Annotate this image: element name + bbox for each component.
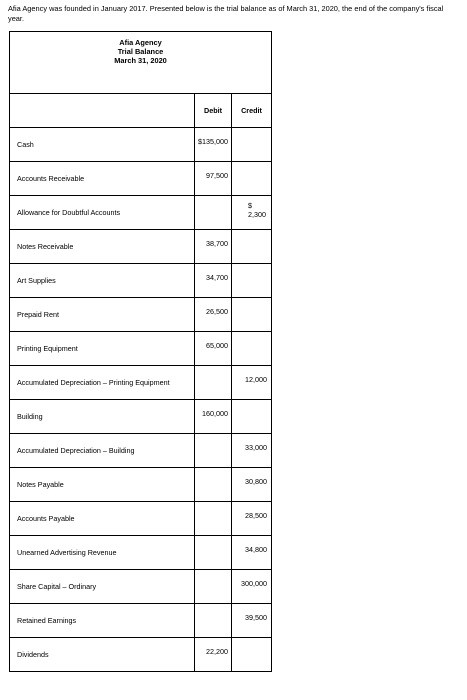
credit-amount-cell <box>232 638 272 672</box>
table-row <box>10 366 272 400</box>
account-name: Accounts Payable <box>10 502 195 536</box>
credit-amount-cell <box>232 502 272 536</box>
statement-title: Trial Balance <box>117 47 164 56</box>
debit-amount-cell <box>195 162 232 196</box>
debit-amount: 22,200 <box>206 647 228 656</box>
table-row <box>10 162 272 196</box>
debit-amount-cell <box>195 638 232 672</box>
credit-amount-cell <box>232 604 272 638</box>
account-name: Art Supplies <box>10 264 195 298</box>
credit-column-header: Credit <box>232 94 272 128</box>
debit-amount-cell <box>195 332 232 366</box>
debit-amount-cell <box>195 502 232 536</box>
table-row <box>10 570 272 604</box>
account-name: Accumulated Depreciation – Printing Equipment <box>10 366 195 400</box>
table-row <box>10 502 272 536</box>
account-name: Printing Equipment <box>10 332 195 366</box>
credit-amount: 28,500 <box>245 511 267 520</box>
intro-text: Afia Agency was founded in January 2017. Presented below is the trial balance as of March 31, 2020, the end of the company's fiscal year. <box>8 4 444 23</box>
credit-amount-cell <box>232 298 272 332</box>
table-row <box>10 536 272 570</box>
table-row <box>10 638 272 672</box>
credit-amount-cell <box>232 162 272 196</box>
credit-amount: 33,000 <box>245 443 267 452</box>
debit-amount-cell <box>195 298 232 332</box>
account-name: Share Capital – Ordinary <box>10 570 195 604</box>
debit-amount-cell <box>195 264 232 298</box>
table-row <box>10 468 272 502</box>
debit-amount: 34,700 <box>206 273 228 282</box>
account-name: Unearned Advertising Revenue <box>10 536 195 570</box>
debit-amount-cell <box>195 570 232 604</box>
debit-amount-cell <box>195 604 232 638</box>
account-name: Cash <box>10 128 195 162</box>
account-name: Accumulated Depreciation – Building <box>10 434 195 468</box>
account-name: Notes Payable <box>10 468 195 502</box>
credit-amount: 34,800 <box>245 545 267 554</box>
debit-column-header: Debit <box>195 94 232 128</box>
debit-amount-cell <box>195 468 232 502</box>
account-name: Dividends <box>10 638 195 672</box>
credit-amount-cell <box>232 264 272 298</box>
credit-amount-cell <box>232 434 272 468</box>
credit-amount-cell <box>232 196 272 230</box>
credit-amount: 300,000 <box>241 579 267 588</box>
table-row <box>10 128 272 162</box>
table-row <box>10 230 272 264</box>
credit-amount-cell <box>232 468 272 502</box>
credit-amount: 30,800 <box>245 477 267 486</box>
table-row <box>10 332 272 366</box>
credit-amount: 39,500 <box>245 613 267 622</box>
company-name: Afia Agency <box>119 38 162 47</box>
debit-amount-cell <box>195 230 232 264</box>
debit-amount-cell <box>195 196 232 230</box>
statement-heading <box>10 32 272 94</box>
account-name: Allowance for Doubtful Accounts <box>10 196 195 230</box>
table-row <box>10 298 272 332</box>
debit-amount: 160,000 <box>202 409 228 418</box>
statement-date: March 31, 2020 <box>114 56 167 65</box>
column-header-row <box>10 94 272 128</box>
debit-amount: 38,700 <box>206 239 228 248</box>
account-name: Retained Earnings <box>10 604 195 638</box>
credit-amount-cell <box>232 128 272 162</box>
debit-amount: 97,500 <box>206 171 228 180</box>
credit-amount-cell <box>232 332 272 366</box>
table-row <box>10 434 272 468</box>
column-header-blank <box>10 94 195 128</box>
credit-amount: 12,000 <box>245 375 267 384</box>
debit-amount: 26,500 <box>206 307 228 316</box>
credit-amount-cell <box>232 230 272 264</box>
trial-balance-table <box>9 31 272 672</box>
table-row <box>10 264 272 298</box>
credit-amount: $ 2,300 <box>248 200 266 219</box>
account-name: Notes Receivable <box>10 230 195 264</box>
debit-amount: 65,000 <box>206 341 228 350</box>
credit-amount-cell <box>232 400 272 434</box>
credit-amount-cell <box>232 570 272 604</box>
debit-amount: $135,000 <box>198 137 228 146</box>
debit-amount-cell <box>195 536 232 570</box>
account-name: Prepaid Rent <box>10 298 195 332</box>
credit-amount-cell <box>232 366 272 400</box>
debit-amount-cell <box>195 434 232 468</box>
debit-amount-cell <box>195 400 232 434</box>
table-row <box>10 604 272 638</box>
account-name: Accounts Receivable <box>10 162 195 196</box>
credit-amount-cell <box>232 536 272 570</box>
debit-amount-cell <box>195 366 232 400</box>
account-name: Building <box>10 400 195 434</box>
table-row <box>10 400 272 434</box>
table-row <box>10 196 272 230</box>
debit-amount-cell <box>195 128 232 162</box>
